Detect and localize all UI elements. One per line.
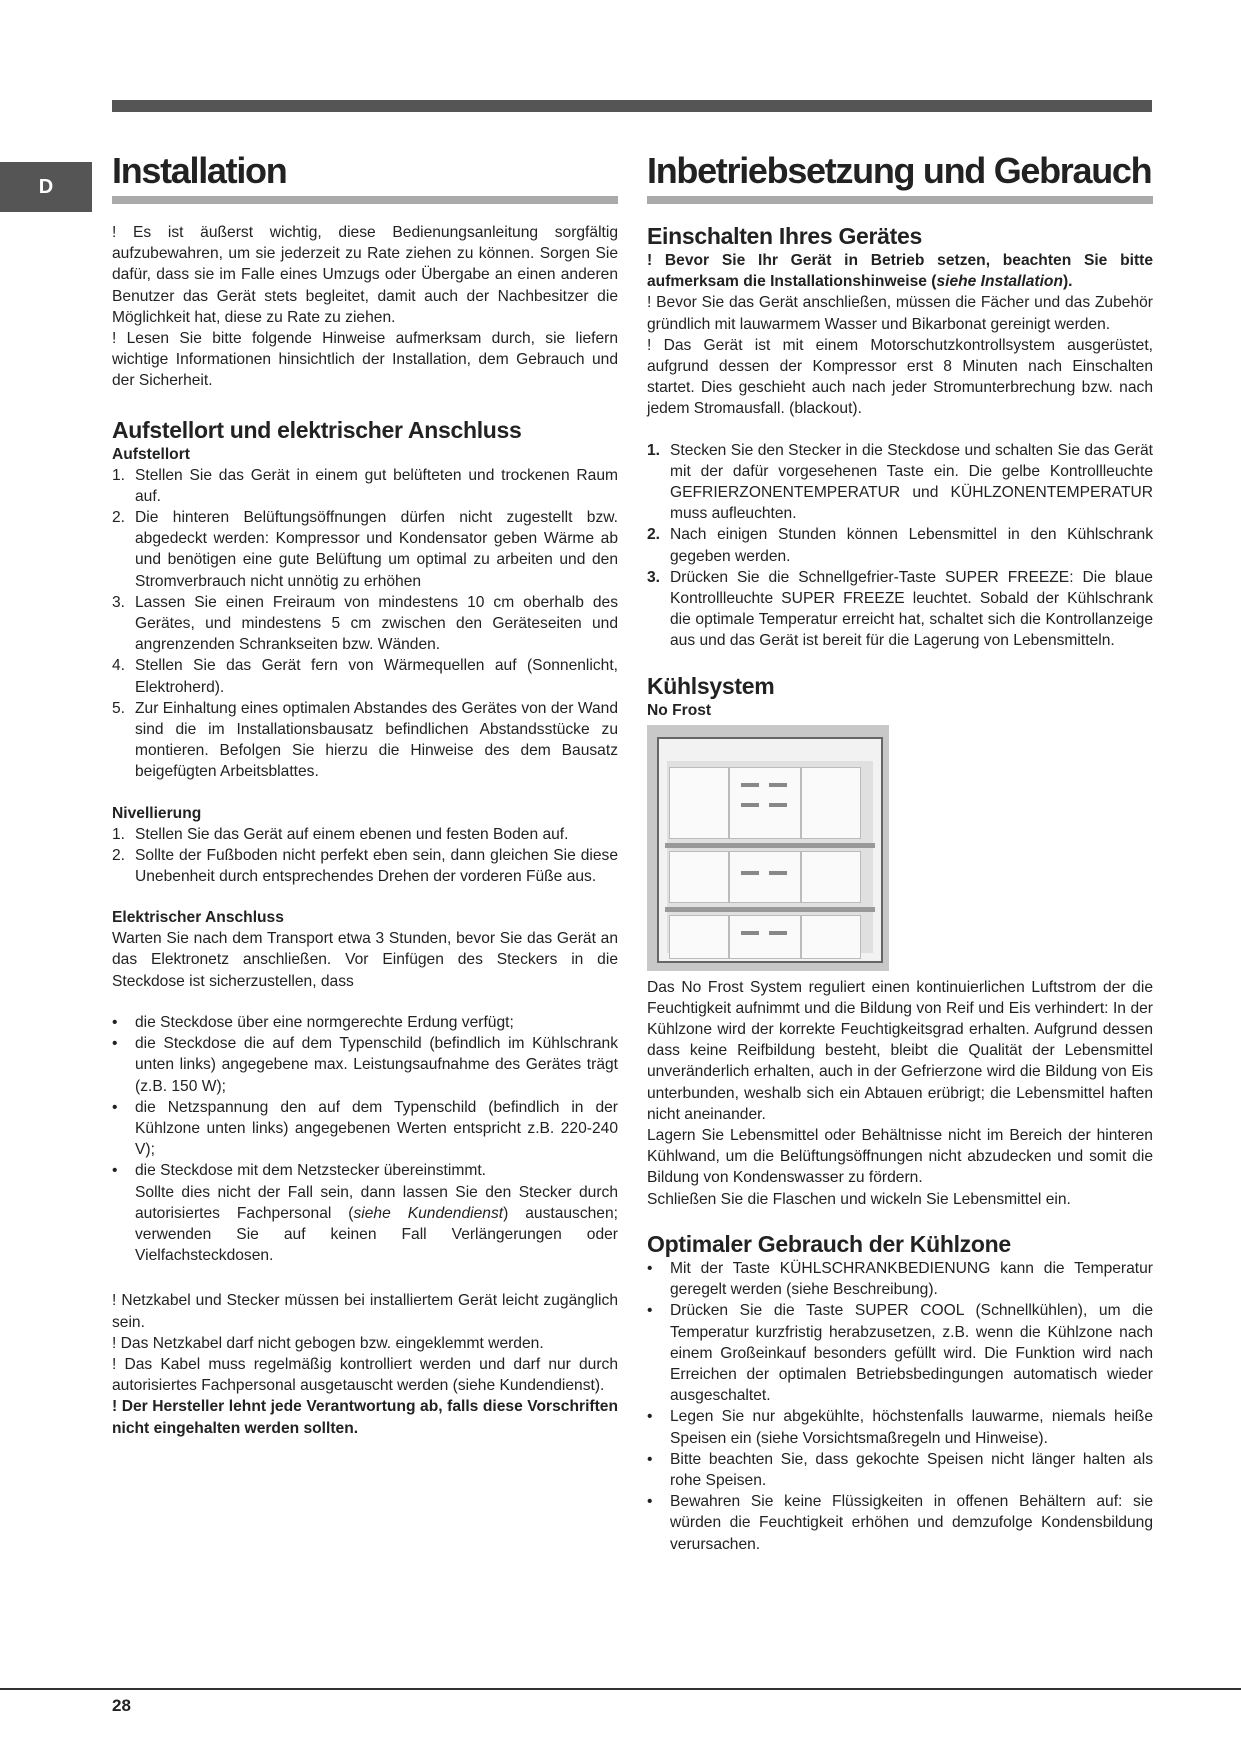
usage-column [647, 150, 1153, 1555]
list-item: 1. Stellen Sie das Gerät auf einem ebenen und festen Boden auf. [112, 825, 569, 843]
subheading-aufstellort: Aufstellort [112, 445, 190, 463]
nivellierung-list [112, 824, 618, 888]
gebrauch-bullets [647, 1258, 1153, 1555]
subheading-no-frost: No Frost [647, 701, 712, 719]
list-item: • Bitte beachten Sie, dass gekochte Speisen nicht länger halten als rohe Speisen. [647, 1450, 1153, 1489]
section-title-einschalten: Einschalten Ihres Gerätes [647, 223, 923, 249]
subheading-nivellierung: Nivellierung [112, 804, 202, 822]
list-item: • die Netzspannung den auf dem Typenschild (befindlich in der Kühlzone unten links) angegebenen Werten entspricht z.B. 220-240 V); [112, 1098, 618, 1159]
anschluss-paragraph: Warten Sie nach dem Transport etwa 3 Stunden, bevor Sie das Gerät an das Elektronetz anschließen. Vor Einfügen des Steckers in die Steckdose ist sicherzustellen, dass [112, 930, 618, 990]
list-item: 3. Lassen Sie einen Freiraum von mindestens 10 cm oberhalb des Gerätes, und mindestens 5 cm zwischen den Geräteseiten und angrenzenden Schrankseiten bzw. Wänden. [112, 593, 618, 654]
intro-paragraph-1: ! Es ist äußerst wichtig, diese Bedienungsanleitung sorgfältig aufzubewahren, um sie jederzeit zu Rate ziehen zu können. Sorgen Sie dafür, dass sie im Falle eines Umzugs oder Übergabe an einen anderen Benutzer das Gerät stets begleitet, damit auch der Nachbesitzer die Möglichkeit hat, diese zu Rate zu ziehen. [112, 224, 618, 326]
title-rule [112, 196, 618, 204]
anschluss-bullets [112, 1012, 618, 1182]
list-item: • die Steckdose über eine normgerechte Erdung verfügt; [112, 1013, 514, 1031]
einschalten-list [647, 440, 1153, 652]
einschalten-paragraph-1: ! Bevor Sie das Gerät anschließen, müssen die Fächer und das Zubehör gründlich mit lauwarmem Wasser und Bikarbonat gereinigt werden. [647, 294, 1153, 333]
page-number: 28 [112, 1696, 131, 1715]
list-item: 1. Stecken Sie den Stecker in die Steckdose und schalten Sie das Gerät mit der dafür vorgesehenen Taste ein. Die gelbe Kontrollleuchte GEFRIERZONENTEMPERATUR und KÜHLZONENTEMPERATUR muss aufleuchten. [647, 441, 1153, 523]
top-bar [112, 100, 1152, 112]
list-item: • die Steckdose die auf dem Typenschild (befindlich im Kühlschrank unten links) angegebene max. Leistungsaufnahme des Gerätes trägt (z.B. 150 W); [112, 1035, 618, 1095]
list-item: • die Steckdose mit dem Netzstecker übereinstimmt. [112, 1162, 486, 1180]
usage-title: Inbetriebsetzung und Gebrauch [647, 150, 1152, 191]
footer-rule [0, 1688, 1241, 1690]
installation-column [112, 150, 618, 1439]
list-item: 3. Drücken Sie die Schnellgefrier-Taste SUPER FREEZE: Die blaue Kontrollleuchte SUPER FREEZE leuchtet. Sobald der Kühlschrank die optimale Temperatur erreicht hat, schaltet sich die Kontrollanzeige aus und das Gerät ist bereit für die Lagerung von Lebensmitteln. [647, 568, 1153, 650]
section-title-kuehlsystem: Kühlsystem [647, 672, 775, 699]
list-item: 2. Die hinteren Belüftungsöffnungen dürfen nicht zugestellt bzw. abgedeckt werden: Kompressor und Kondensator geben Wärme ab und benötigen eine gute Belüftung um optimal zu arbeiten und den Stromverbrauch nicht unnötig zu erhöhen [112, 509, 618, 590]
language-tab: D [0, 162, 92, 212]
subheading-elektrischer-anschluss: Elektrischer Anschluss [112, 909, 284, 927]
list-item: 1. Stellen Sie das Gerät in einem gut belüfteten und trockenen Raum auf. [112, 466, 618, 505]
kuehlsystem-paragraph-1: Das No Frost System reguliert einen kontinuierlichen Luftstrom der die Feuchtigkeit aufnimmt und die Bildung von Reif und Eis verhindert: In der Kühlzone wird der korrekte Feuchtigkeitsgrad erhalten. Aufgrund dessen dass keine Reifbildung besteht, bleibt die Qualität der Lebensmittel unveränderlich erhalten, auch in der Gefrierzone wird die Bildung von Eis unterbunden, weshalb sich ein Abtauen erübrigt; die Lebensmittel haften nicht aneinander. [647, 978, 1153, 1123]
section-title-optimaler-gebrauch: Optimaler Gebrauch der Kühlzone [647, 1230, 1011, 1257]
anschluss-note: Sollte dies nicht der Fall sein, dann lassen Sie den Stecker durch autorisiertes Fachpersonal (siehe Kundendienst) austauschen; verwenden Sie auf keinen Fall Verlängerungen oder Vielfachsteckdosen. [135, 1183, 618, 1265]
list-item: 4. Stellen Sie das Gerät fern von Wärmequellen auf (Sonnenlicht, Elektroherd). [112, 657, 618, 696]
warning-2: ! Das Netzkabel darf nicht gebogen bzw. eingeklemmt werden. [112, 1334, 544, 1352]
installation-title: Installation [112, 150, 287, 191]
aufstellort-list [112, 465, 618, 783]
title-rule [647, 196, 1153, 204]
list-item: • Drücken Sie die Taste SUPER COOL (Schnellkühlen), um die Temperatur kurzfristig herabzusetzen, z.B. wenn die Kühlzone nach einem Großeinkauf besonders gefüllt wird. Die Funktion wird nach Erreichen der optimalen Betriebsbedingungen automatisch wieder ausgeschaltet. [647, 1302, 1153, 1405]
list-item: • Mit der Taste KÜHLSCHRANKBEDIENUNG kann die Temperatur geregelt werden (siehe Beschreibung). [647, 1259, 1153, 1299]
einschalten-warning: ! Bevor Sie Ihr Gerät in Betrieb setzen, beachten Sie bitte aufmerksam die Installationshinweise (siehe Installation). [647, 252, 1153, 291]
list-item: • Legen Sie nur abgekühlte, höchstenfalls lauwarme, niemals heiße Speisen ein (siehe Vorsichtsmaßregeln und Hinweise). [647, 1408, 1153, 1447]
list-item: 2. Sollte der Fußboden nicht perfekt eben sein, dann gleichen Sie diese Unebenheit durch entsprechendes Drehen der vorderen Füße aus. [112, 846, 618, 886]
fridge-interior-image [647, 725, 889, 971]
list-item: • Bewahren Sie keine Flüssigkeiten in offenen Behältern auf: sie würden die Feuchtigkeit erhöhen und demzufolge Kondensbildung verursachen. [647, 1493, 1153, 1553]
kuehlsystem-paragraph-3: Schließen Sie die Flaschen und wickeln Sie Lebensmittel ein. [647, 1190, 1071, 1208]
kuehlsystem-paragraph-2: Lagern Sie Lebensmittel oder Behältnisse nicht im Bereich der hinteren Kühlwand, um die Belüftungsöffnungen nicht abzudecken und somit die Bildung von Kondenswasser zu fördern. [647, 1127, 1153, 1187]
intro-paragraph-2: ! Lesen Sie bitte folgende Hinweise aufmerksam durch, sie liefern wichtige Informationen hinsichtlich der Installation, dem Gebrauch und der Sicherheit. [112, 330, 618, 390]
einschalten-paragraph-2: ! Das Gerät ist mit einem Motorschutzkontrollsystem ausgerüstet, aufgrund dessen der Kompressor erst 8 Minuten nach Einschalten startet. Dies geschieht auch nach jeder Stromunterbrechung bzw. nach jedem Stromausfall. (blackout). [647, 336, 1153, 418]
warning-1: ! Netzkabel und Stecker müssen bei installiertem Gerät leicht zugänglich sein. [112, 1292, 618, 1331]
list-item: 5. Zur Einhaltung eines optimalen Abstandes des Gerätes von der Wand sind die im Installationsbausatz befindlichen Abstandsstücke zu montieren. Befolgen Sie hierzu die Hinweise des dem Bausatz beigefügten Arbeitsblattes. [112, 699, 618, 781]
warning-3: ! Das Kabel muss regelmäßig kontrolliert werden und darf nur durch autorisiertes Fachpersonal ausgetauscht werden (siehe Kundendienst). [112, 1355, 618, 1395]
section-title-aufstellort: Aufstellort und elektrischer Anschluss [112, 416, 522, 443]
warning-4: ! Der Hersteller lehnt jede Verantwortung ab, falls diese Vorschriften nicht eingehalten werden sollten. [112, 1398, 618, 1437]
list-item: 2. Nach einigen Stunden können Lebensmittel in den Kühlschrank gegeben werden. [647, 526, 1153, 565]
